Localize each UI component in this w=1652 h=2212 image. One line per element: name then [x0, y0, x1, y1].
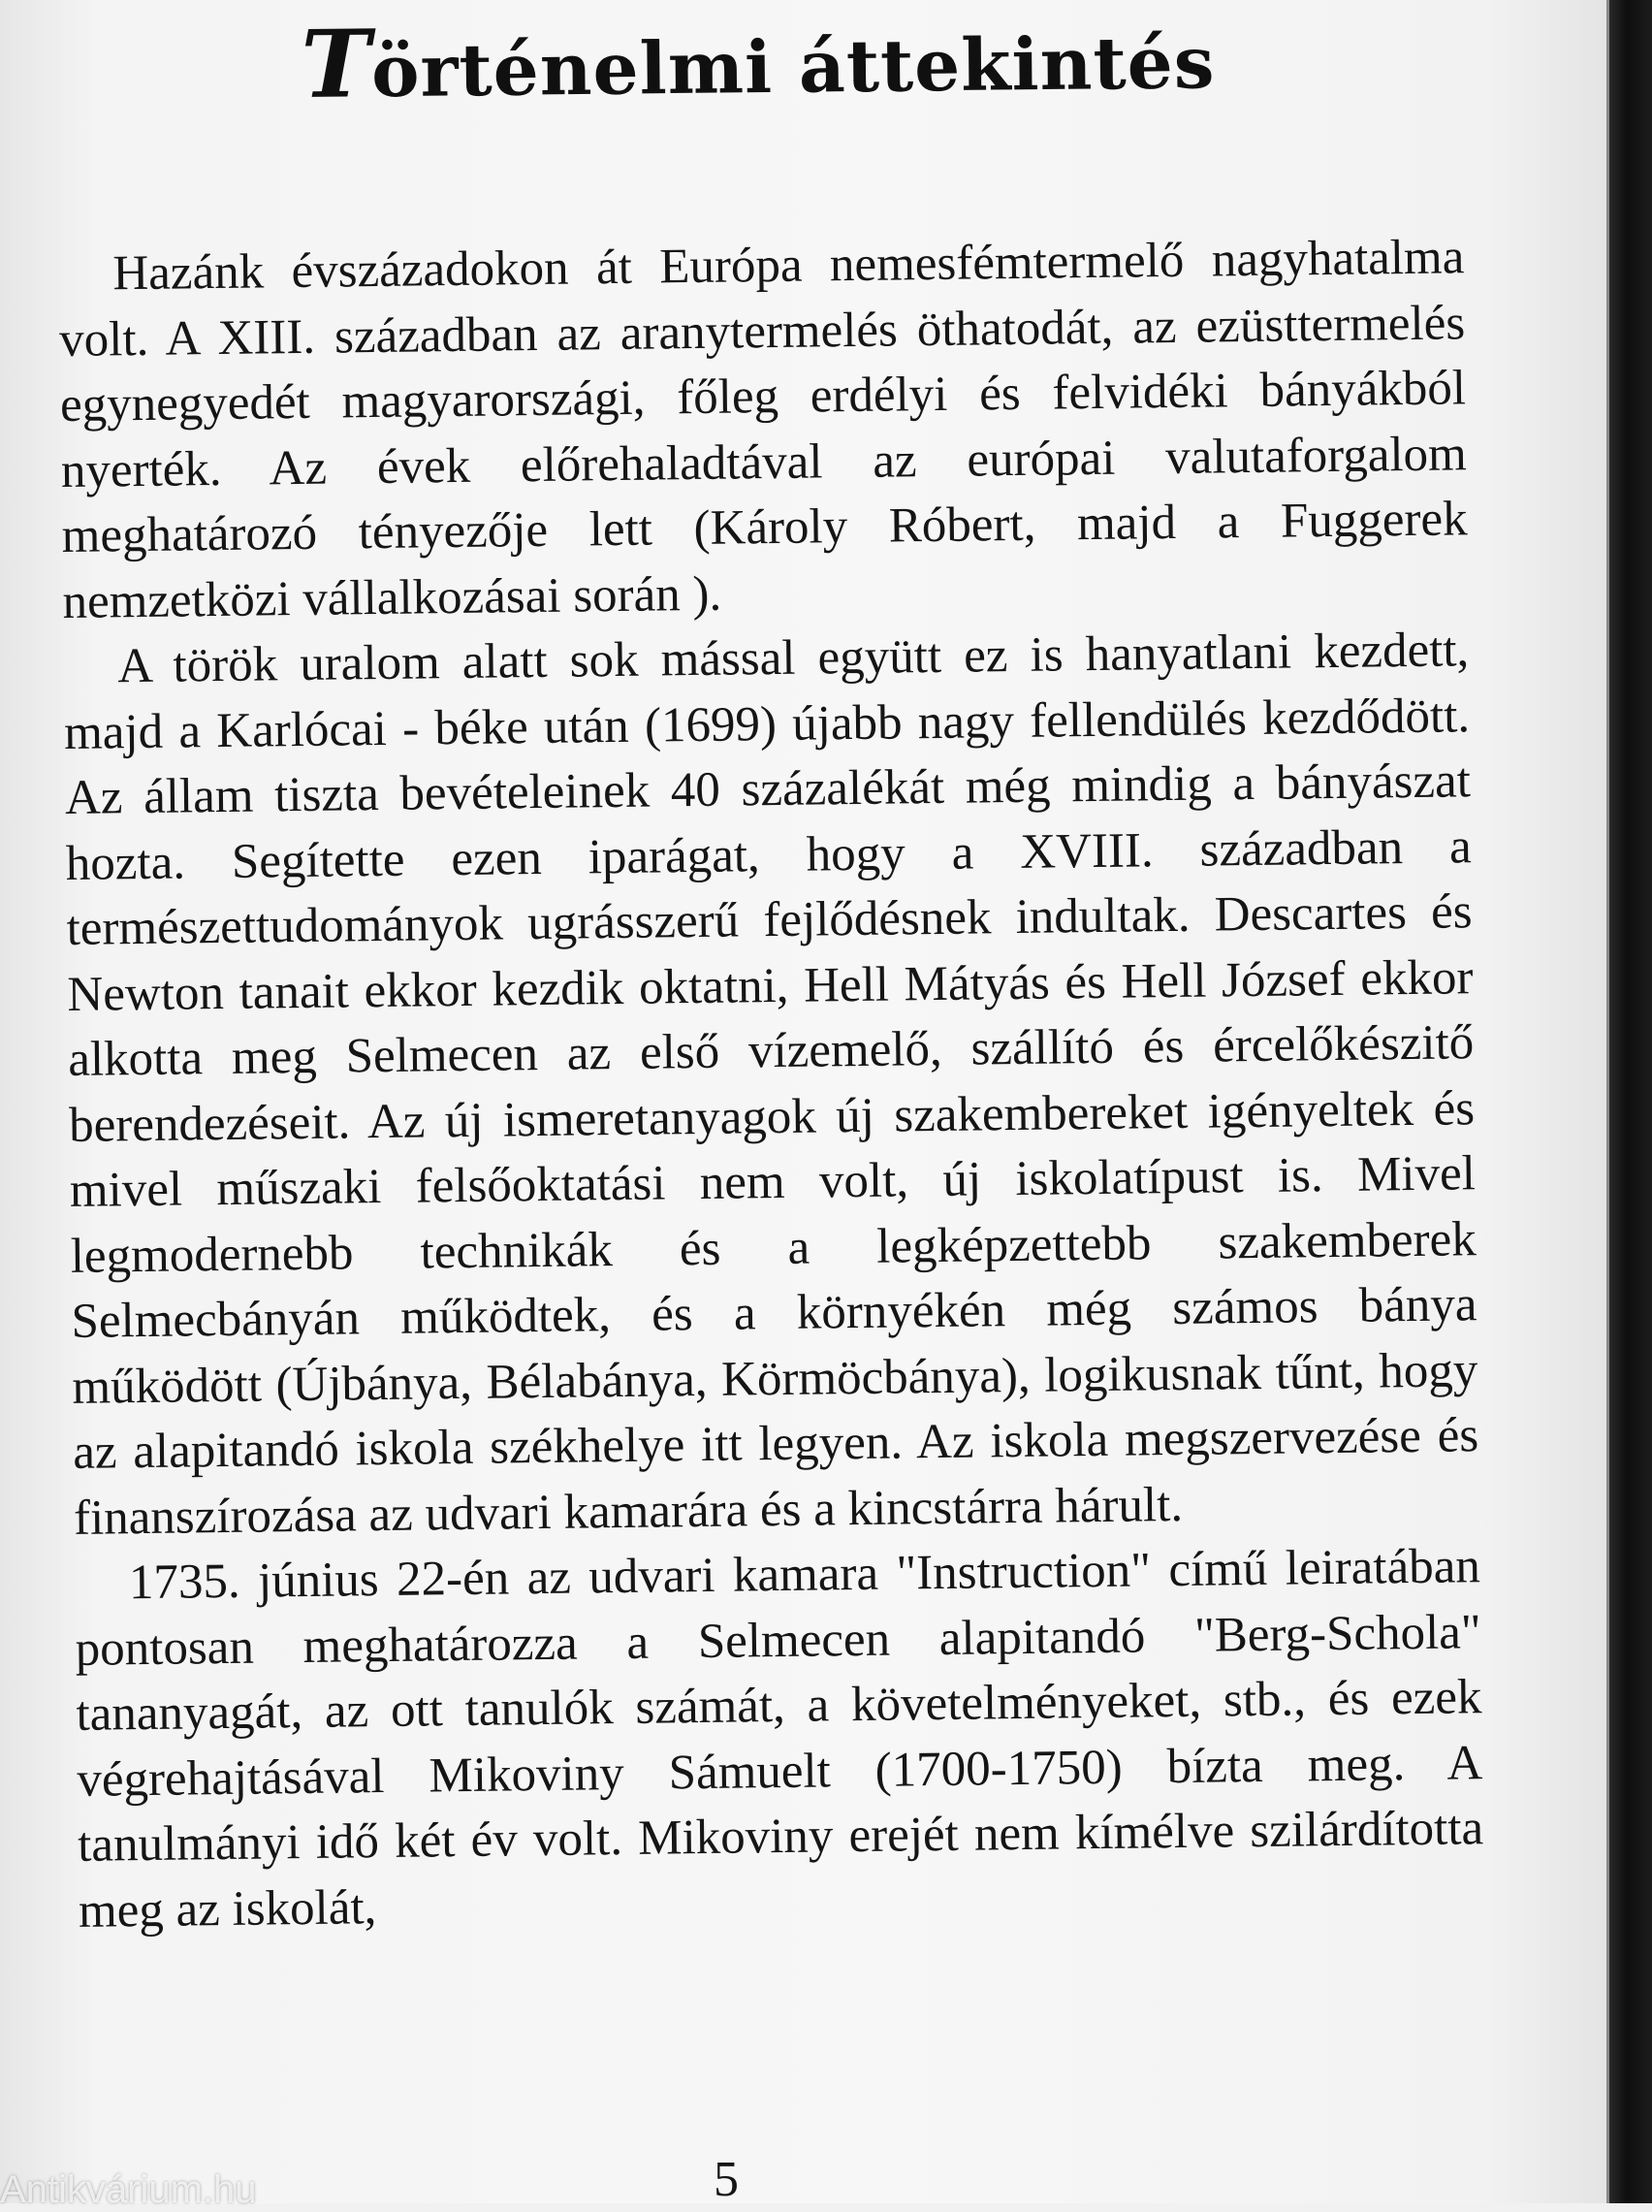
- watermark: Antikvárium.hu: [0, 2168, 257, 2211]
- page-title: [301, 0, 1271, 119]
- body-text: [58, 225, 1484, 1944]
- paragraph-3: 1735. június 22-én az udvari kamara "Instruction" című leiratában pontosan meghatározza a Selmecen alapitandó "Berg-Schola" tananyagát, az ott tanulók számát, a követelményeket, stb., és ezek végrehajtásával Mikoviny Sámuelt (1700-1750) bízta meg. A tanulmányi idő két év volt. Mikoviny erejét nem kímélve szilárdította meg az iskolát,: [75, 1539, 1484, 1939]
- paragraph-2: A török uralom alatt sok mással együtt ez is hanyatlani kezdett, majd a Karlócai - béke után (1699) újabb nagy fellendülés kezdődött. Az állam tiszta bevételeinek 40 százalékát még mindig a bányászat hozta. Segítette ezen iparágat, hogy a XVIII. században a természettudományok ugrásszerű fejlődésnek indultak. Descartes és Newton tanait ekkor kezdik oktatni, Hell Mátyás és Hell József ekkor alkotta meg Selmecen az első vízemelő, szállító és ércelőkészitő berendezéseit. Az új ismeretanyagok új szakembereket igényeltek és mivel műszaki felsőoktatási nem volt, új iskolatípust is. Mivel legmodernebb technikák és a legképzettebb szakemberek Selmecbányán működtek, és a környékén még számos bánya működött (Újbánya, Bélabánya, Körmöcbánya), logikusnak tűnt, hogy az alapitandó iskola székhelye itt legyen. Az iskola megszervezése és finanszírozása az udvari kamarára és a kincstárra hárult.: [63, 623, 1479, 1546]
- title-initial: T: [301, 9, 372, 119]
- page-number: 5: [714, 2152, 739, 2207]
- book-binding: [1609, 0, 1652, 2203]
- title-text: örténelmi áttekintés: [370, 21, 1216, 114]
- paragraph-1: Hazánk évszázadokon át Európa nemesfémtermelő nagyhatalma volt. A XIII. században az aranytermelés öthatodát, az ezüsttermelés egynegyedét magyarországi, főleg erdélyi és felvidéki bányákból nyerték. Az évek előrehaladtával az európai valutaforgalom meghatározó tényezője lett (Károly Róbert, majd a Fuggerek nemzetközi vállalkozásai során ).: [58, 230, 1468, 629]
